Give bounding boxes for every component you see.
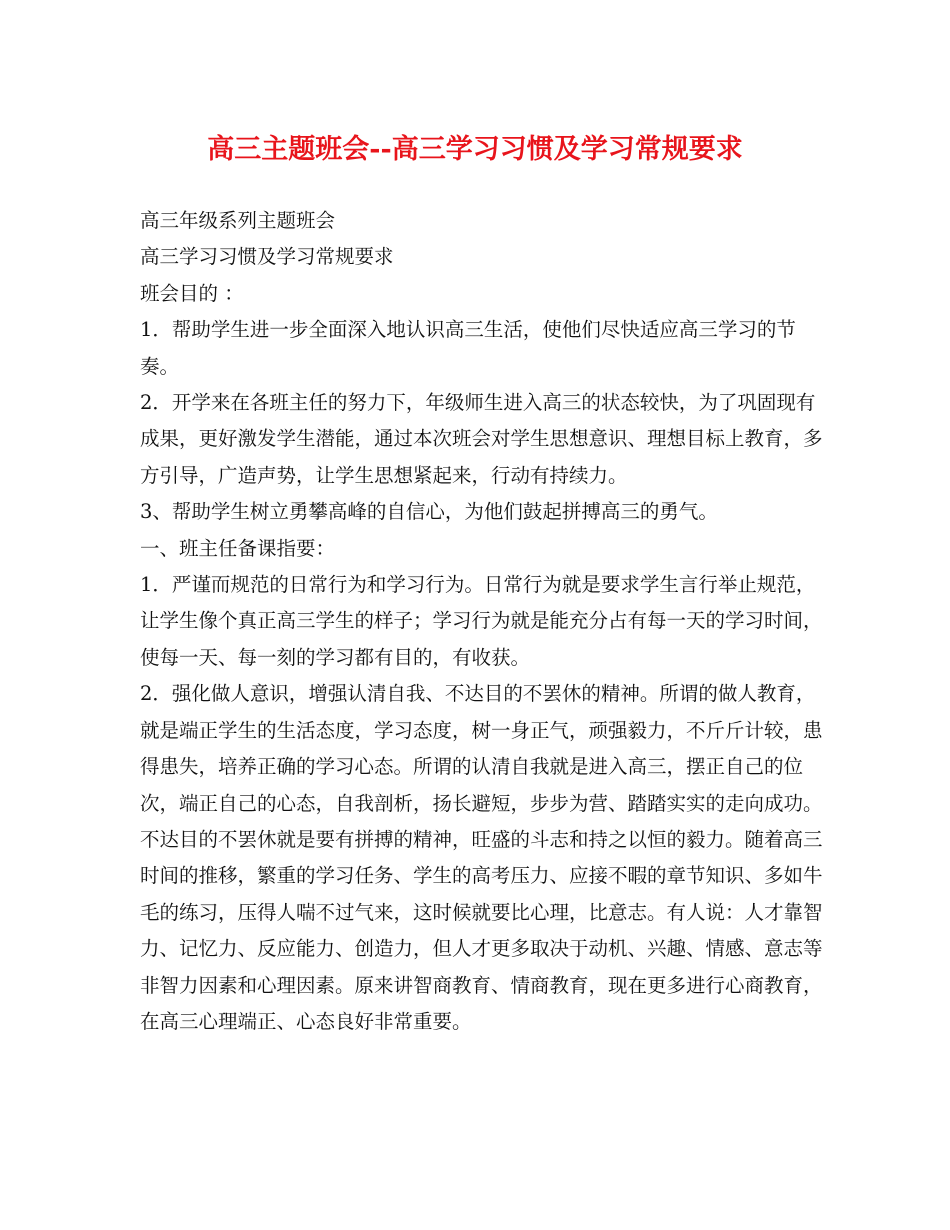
paragraph-purpose-2: 2．开学来在各班主任的努力下，年级师生进入高三的状态较快，为了巩固现有成果，更好激发学生潜能，通过本次班会对学生思想意识、理想目标上教育，多方引导，广造声势，让学生思想紧起来，行动有持续力。	[140, 391, 823, 487]
paragraph-point-1: 1．严谨而规范的日常行为和学习行为。日常行为就是要求学生言行举止规范，让学生像个真正高三学生的样子；学习行为就是能充分占有每一天的学习时间，使每一天、每一刻的学习都有目的，有收获。	[140, 573, 823, 669]
document-body	[140, 203, 830, 1040]
document-title: 高三主题班会--高三学习习惯及学习常规要求	[207, 134, 743, 165]
paragraph-purpose-3: 3、帮助学生树立勇攀高峰的自信心，为他们鼓起拼搏高三的勇气。	[140, 500, 718, 524]
paragraph-section-heading: 一、班主任备课指要：	[140, 536, 336, 560]
paragraph-point-2: 2．强化做人意识，增强认清自我、不达目的不罢休的精神。所谓的做人教育，就是端正学生的生活态度，学习态度，树一身正气，顽强毅力，不斤斤计较，患得患失，培养正确的学习心态。所谓的认清自我就是进入高三，摆正自己的位次，端正自己的心态，自我剖析，扬长避短，步步为营、踏踏实实的走向成功。不达目的不罢休就是要有拼搏的精神，旺盛的斗志和持之以恒的毅力。随着高三时间的推移，繁重的学习任务、学生的高考压力、应接不暇的章节知识、多如牛毛的练习，压得人喘不过气来，这时候就要比心理，比意志。有人说：人才靠智力、记忆力、反应能力、创造力，但人才更多取决于动机、兴趣、情感、意志等非智力因素和心理因素。原来讲智商教育、情商教育，现在更多进行心商教育，在高三心理端正、心态良好非常重要。	[140, 682, 823, 1033]
paragraph-purpose-1: 1．帮助学生进一步全面深入地认识高三生活，使他们尽快适应高三学习的节奏。	[140, 318, 796, 378]
paragraph-purpose-label: 班会目的 ：	[140, 281, 244, 305]
paragraph-series-heading: 高三年级系列主题班会	[140, 209, 336, 232]
paragraph-subtitle: 高三学习习惯及学习常规要求	[140, 245, 394, 269]
